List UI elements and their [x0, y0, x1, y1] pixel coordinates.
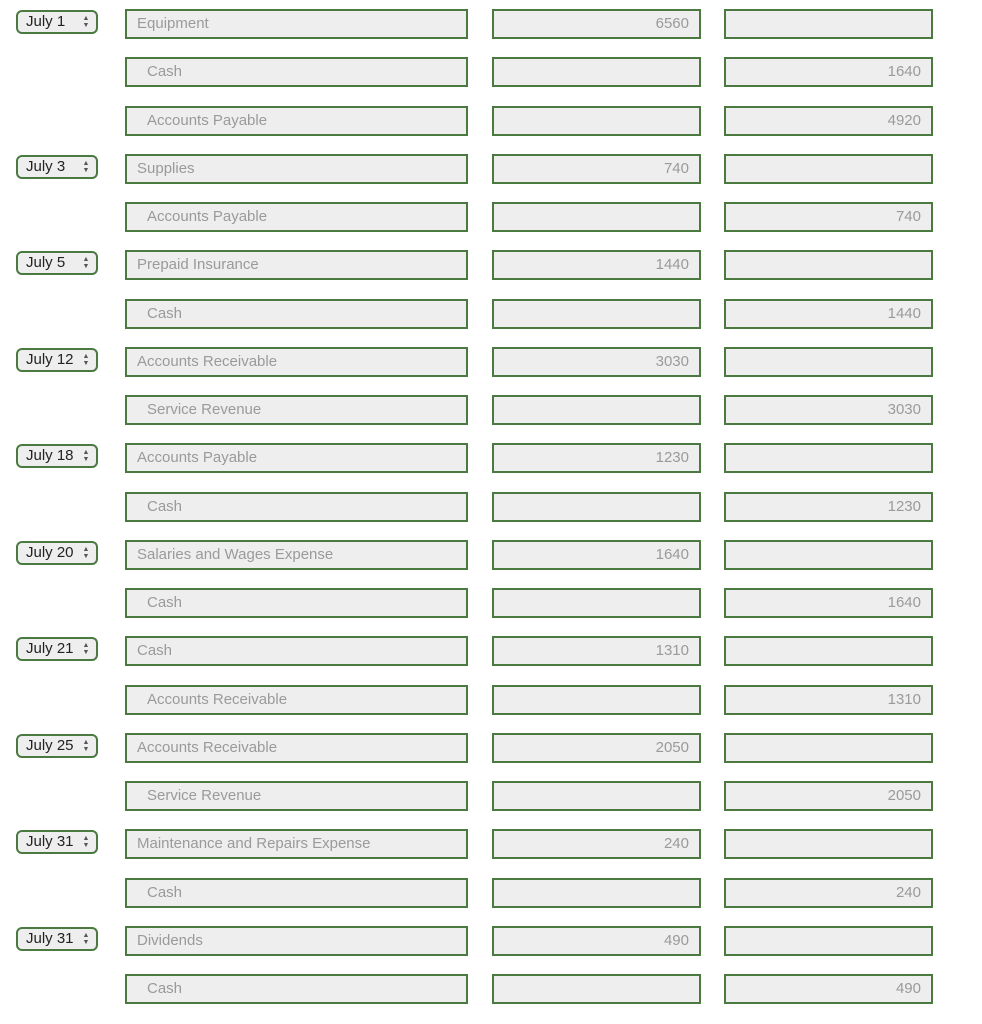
credit-input[interactable]: 240 — [724, 878, 933, 908]
debit-input[interactable] — [492, 974, 701, 1004]
date-select-value: July 20 — [26, 544, 74, 561]
date-select[interactable] — [16, 155, 98, 179]
debit-input[interactable] — [492, 57, 701, 87]
journal-row — [0, 974, 982, 1006]
debit-input[interactable] — [492, 781, 701, 811]
account-title-input[interactable]: Cash — [125, 974, 468, 1004]
date-select[interactable] — [16, 927, 98, 951]
journal-row — [0, 636, 982, 668]
journal-row — [0, 347, 982, 379]
date-select[interactable] — [16, 444, 98, 468]
credit-input[interactable]: 1310 — [724, 685, 933, 715]
date-select-value: July 25 — [26, 737, 74, 754]
updown-arrows-icon: ▲ ▼ — [82, 449, 90, 463]
account-title-input[interactable]: Cash — [125, 588, 468, 618]
debit-input[interactable]: 3030 — [492, 347, 701, 377]
updown-arrows-icon: ▲ ▼ — [82, 353, 90, 367]
journal-row — [0, 878, 982, 910]
credit-input[interactable]: 490 — [724, 974, 933, 1004]
updown-arrows-icon: ▲ ▼ — [82, 256, 90, 270]
updown-arrows-icon: ▲ ▼ — [82, 642, 90, 656]
journal-row — [0, 57, 982, 89]
debit-input[interactable] — [492, 492, 701, 522]
journal-row — [0, 685, 982, 717]
debit-input[interactable]: 1310 — [492, 636, 701, 666]
date-select-value: July 12 — [26, 351, 74, 368]
credit-input[interactable]: 1640 — [724, 588, 933, 618]
debit-input[interactable] — [492, 685, 701, 715]
debit-input[interactable] — [492, 202, 701, 232]
date-select[interactable] — [16, 541, 98, 565]
account-title-input[interactable]: Maintenance and Repairs Expense — [125, 829, 468, 859]
journal-row — [0, 781, 982, 813]
credit-input[interactable] — [724, 250, 933, 280]
account-title-input[interactable]: Accounts Payable — [125, 443, 468, 473]
journal-row — [0, 9, 982, 41]
account-title-input[interactable]: Service Revenue — [125, 395, 468, 425]
date-select-value: July 31 — [26, 833, 74, 850]
credit-input[interactable] — [724, 829, 933, 859]
debit-input[interactable] — [492, 106, 701, 136]
credit-input[interactable]: 4920 — [724, 106, 933, 136]
debit-input[interactable]: 1640 — [492, 540, 701, 570]
date-select-value: July 3 — [26, 158, 66, 175]
credit-input[interactable] — [724, 540, 933, 570]
debit-input[interactable]: 1230 — [492, 443, 701, 473]
updown-arrows-icon: ▲ ▼ — [82, 739, 90, 753]
date-select[interactable] — [16, 251, 98, 275]
credit-input[interactable]: 1230 — [724, 492, 933, 522]
account-title-input[interactable]: Cash — [125, 299, 468, 329]
account-title-input[interactable]: Cash — [125, 636, 468, 666]
updown-arrows-icon: ▲ ▼ — [82, 546, 90, 560]
account-title-input[interactable]: Supplies — [125, 154, 468, 184]
date-select-value: July 18 — [26, 447, 74, 464]
account-title-input[interactable]: Accounts Payable — [125, 202, 468, 232]
journal-row — [0, 926, 982, 958]
debit-input[interactable]: 2050 — [492, 733, 701, 763]
account-title-input[interactable]: Accounts Payable — [125, 106, 468, 136]
credit-input[interactable]: 3030 — [724, 395, 933, 425]
credit-input[interactable] — [724, 926, 933, 956]
credit-input[interactable] — [724, 733, 933, 763]
journal-row — [0, 299, 982, 331]
account-title-input[interactable]: Cash — [125, 492, 468, 522]
updown-arrows-icon: ▲ ▼ — [82, 15, 90, 29]
account-title-input[interactable]: Salaries and Wages Expense — [125, 540, 468, 570]
date-select[interactable] — [16, 348, 98, 372]
account-title-input[interactable]: Accounts Receivable — [125, 685, 468, 715]
credit-input[interactable] — [724, 9, 933, 39]
account-title-input[interactable]: Equipment — [125, 9, 468, 39]
date-select-value: July 5 — [26, 254, 66, 271]
updown-arrows-icon: ▲ ▼ — [82, 160, 90, 174]
credit-input[interactable] — [724, 347, 933, 377]
updown-arrows-icon: ▲ ▼ — [82, 932, 90, 946]
journal-row — [0, 443, 982, 475]
journal-row — [0, 540, 982, 572]
credit-input[interactable]: 2050 — [724, 781, 933, 811]
journal-row — [0, 829, 982, 861]
account-title-input[interactable]: Prepaid Insurance — [125, 250, 468, 280]
journal-row — [0, 106, 982, 138]
account-title-input[interactable]: Dividends — [125, 926, 468, 956]
account-title-input[interactable]: Accounts Receivable — [125, 733, 468, 763]
credit-input[interactable] — [724, 443, 933, 473]
account-title-input[interactable]: Cash — [125, 878, 468, 908]
credit-input[interactable] — [724, 636, 933, 666]
date-select[interactable] — [16, 637, 98, 661]
date-select-value: July 31 — [26, 930, 74, 947]
credit-input[interactable]: 740 — [724, 202, 933, 232]
date-select[interactable] — [16, 734, 98, 758]
credit-input[interactable] — [724, 154, 933, 184]
date-select[interactable] — [16, 830, 98, 854]
debit-input[interactable]: 1440 — [492, 250, 701, 280]
journal-row — [0, 733, 982, 765]
date-select-value: July 1 — [26, 13, 66, 30]
journal-row — [0, 588, 982, 620]
updown-arrows-icon: ▲ ▼ — [82, 835, 90, 849]
debit-input[interactable] — [492, 878, 701, 908]
debit-input[interactable]: 240 — [492, 829, 701, 859]
date-select-value: July 21 — [26, 640, 74, 657]
journal-row — [0, 250, 982, 282]
journal-row — [0, 492, 982, 524]
debit-input[interactable]: 6560 — [492, 9, 701, 39]
journal-row — [0, 395, 982, 427]
credit-input[interactable]: 1640 — [724, 57, 933, 87]
date-select[interactable] — [16, 10, 98, 34]
debit-input[interactable] — [492, 395, 701, 425]
account-title-input[interactable]: Accounts Receivable — [125, 347, 468, 377]
journal-row — [0, 202, 982, 234]
debit-input[interactable] — [492, 299, 701, 329]
debit-input[interactable] — [492, 588, 701, 618]
journal-row — [0, 154, 982, 186]
account-title-input[interactable]: Cash — [125, 57, 468, 87]
debit-input[interactable]: 740 — [492, 154, 701, 184]
credit-input[interactable]: 1440 — [724, 299, 933, 329]
account-title-input[interactable]: Service Revenue — [125, 781, 468, 811]
debit-input[interactable]: 490 — [492, 926, 701, 956]
